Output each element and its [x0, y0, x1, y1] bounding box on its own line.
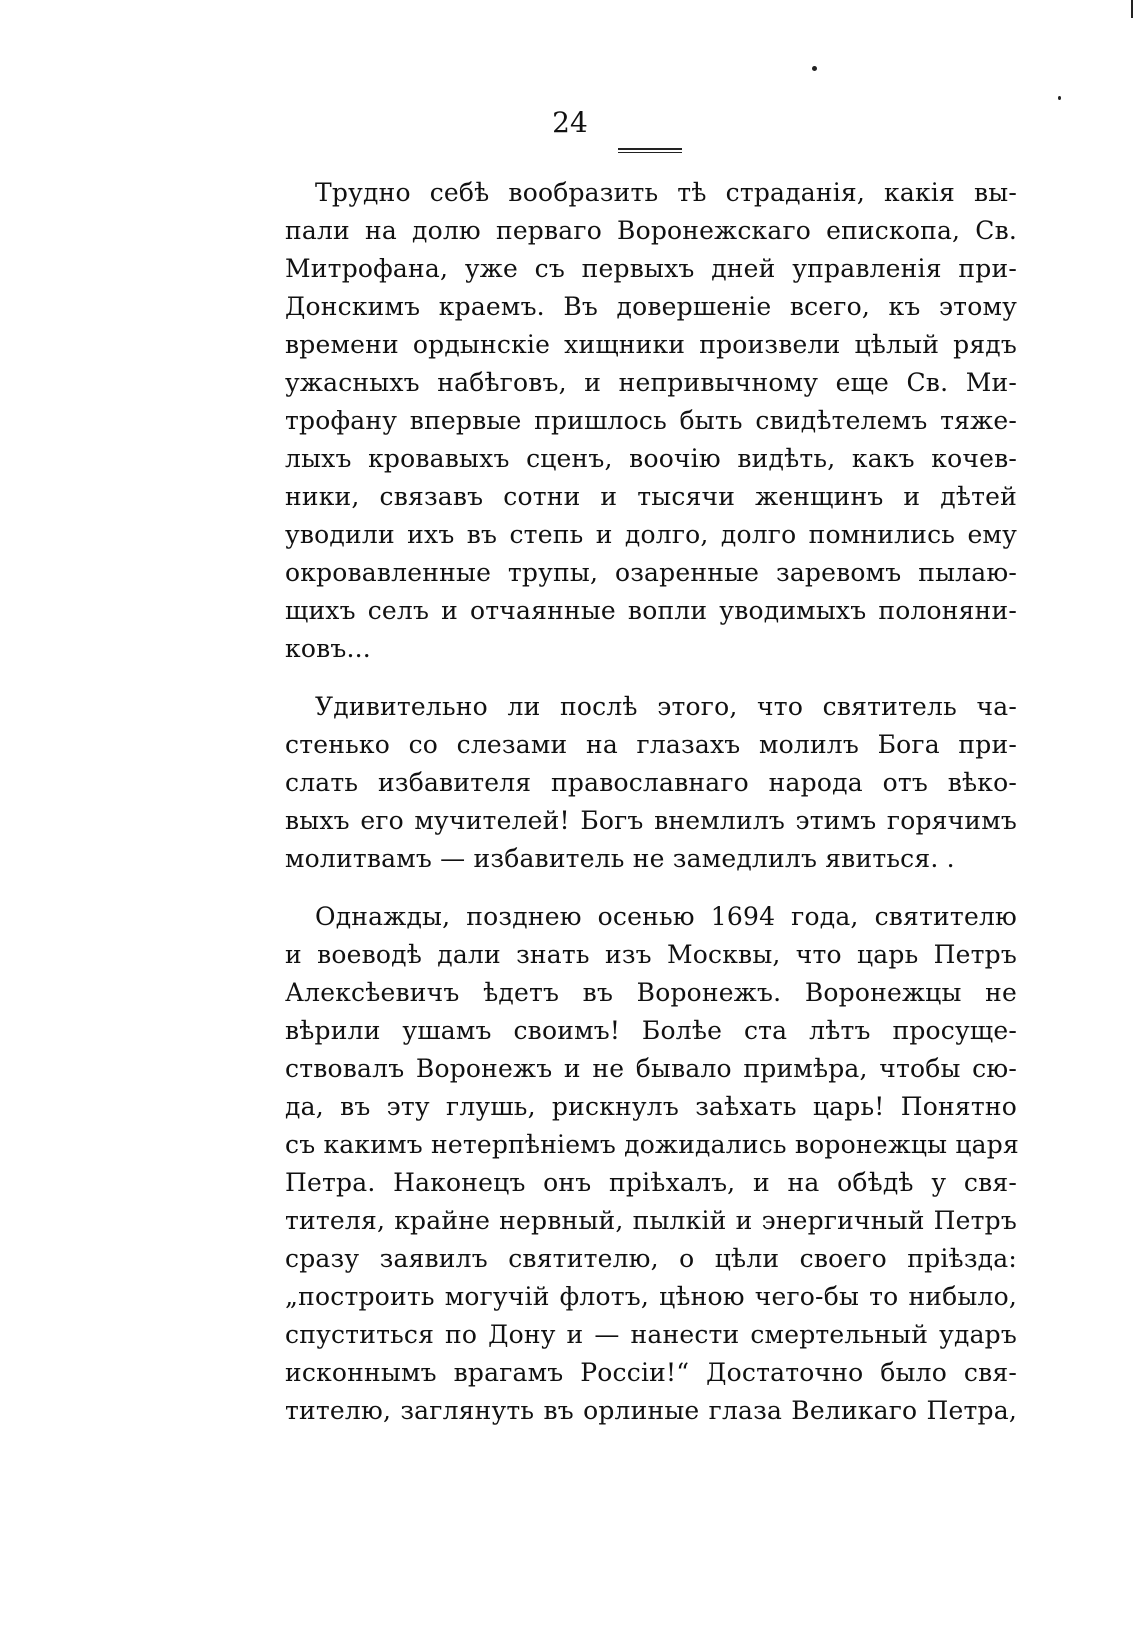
page-number-rule [618, 148, 682, 153]
scan-speck-top [812, 66, 817, 71]
text-line: сразу заявилъ святителю, о цѣли своего пріѣзда: [285, 1244, 1017, 1273]
text-line: ствовалъ Воронежъ и не бывало примѣра, чтобы сю- [285, 1054, 1017, 1083]
paragraph [285, 174, 1017, 668]
text-line: да, въ эту глушь, рискнулъ заѣхать царь! Понятно [285, 1092, 1017, 1121]
text-line: съ какимъ нетерпѣніемъ дожидались воронежцы царя [285, 1130, 1019, 1159]
scan-edge-mark [1131, 0, 1133, 18]
text-line: трофану впервые пришлось быть свидѣтелемъ тяже- [285, 406, 1017, 435]
text-line: и воеводѣ дали знать изъ Москвы, что царь Петръ [285, 940, 1017, 969]
text-line: Удивительно ли послѣ этого, что святитель ча- [315, 692, 1017, 721]
text-line: Петра. Наконецъ онъ пріѣхалъ, и на обѣдѣ у свя- [285, 1168, 1017, 1197]
text-line: тителя, крайне нервный, пылкій и энергичный Петръ [285, 1206, 1017, 1235]
text-line: Донскимъ краемъ. Въ довершеніе всего, къ этому [285, 292, 1017, 321]
text-line: Митрофана, уже съ первыхъ дней управленія при- [285, 254, 1017, 283]
paragraph [285, 688, 1017, 878]
text-line: Однажды, позднею осенью 1694 года, святителю [315, 902, 1017, 931]
text-line: Алексѣевичъ ѣдетъ въ Воронежъ. Воронежцы не [285, 978, 1017, 1007]
paragraph-gap [285, 878, 1017, 898]
text-line: тителю, заглянуть въ орлиные глаза Великаго Петра, [285, 1396, 1017, 1425]
text-line: времени ордынскіе хищники произвели цѣлый рядъ [285, 330, 1017, 359]
text-line: уводили ихъ въ степь и долго, долго помнились ему [285, 520, 1017, 549]
text-line: щихъ селъ и отчаянные вопли уводимыхъ полоняни- [285, 596, 1017, 625]
page-number: 24 [552, 106, 588, 139]
text-line: окровавленные трупы, озаренные заревомъ пылаю- [285, 558, 1017, 587]
text-line: ники, связавъ сотни и тысячи женщинъ и дѣтей [285, 482, 1017, 511]
scan-speck-right [1058, 96, 1061, 100]
text-line: ковъ... [285, 634, 371, 663]
main-text [285, 174, 1017, 1430]
paragraph [285, 898, 1017, 1430]
paragraph-gap [285, 668, 1017, 688]
text-line: вѣрили ушамъ своимъ! Болѣе ста лѣтъ просуще- [285, 1016, 1017, 1045]
text-line: исконнымъ врагамъ Россіи!“ Достаточно было свя- [285, 1358, 1017, 1387]
text-line: слать избавителя православнаго народа отъ вѣко- [285, 768, 1017, 797]
text-line: ужасныхъ набѣговъ, и непривычному еще Св. Ми- [285, 368, 1017, 397]
text-line: стенько со слезами на глазахъ молилъ Бога при- [285, 730, 1017, 759]
text-line: пали на долю перваго Воронежскаго епископа, Св. [285, 216, 1017, 245]
text-line: „построить могучій флотъ, цѣною чего-бы то нибыло, [285, 1282, 1017, 1311]
text-line: выхъ его мучителей! Богъ внемлилъ этимъ горячимъ [285, 806, 1017, 835]
text-line: спуститься по Дону и — нанести смертельный ударъ [285, 1320, 1017, 1349]
text-line: молитвамъ — избавитель не замедлилъ явиться. . [285, 844, 955, 873]
text-line: лыхъ кровавыхъ сценъ, воочію видѣть, какъ кочев- [285, 444, 1017, 473]
text-line: Трудно себѣ вообразить тѣ страданія, какія вы- [315, 178, 1017, 207]
